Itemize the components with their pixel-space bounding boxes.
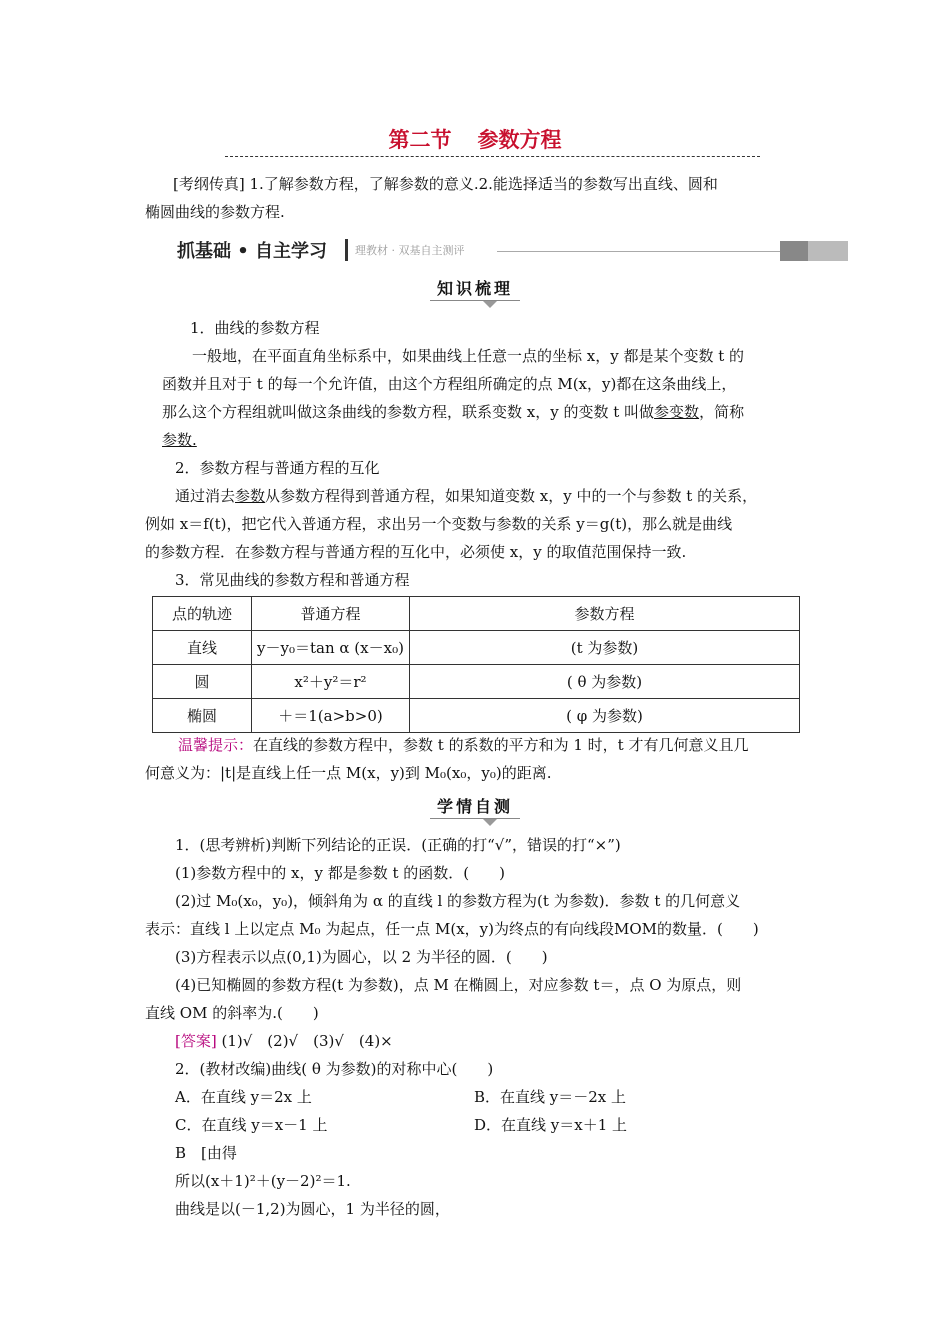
q1-item-4b: 直线 OM 的斜率为.( ) <box>145 1004 319 1022</box>
syllabus-line-1: [考纲传真] 1.了解参数方程，了解参数的意义.2.能选择适当的参数写出直线、圆和 <box>173 175 718 193</box>
banner-block-dark <box>780 241 808 261</box>
table-cell: ＋＝1(a>b>0) <box>252 699 410 733</box>
term-parameter: 参数. <box>162 431 197 449</box>
term-parameter-variable: 参变数 <box>654 403 700 421</box>
banner-block-light <box>808 241 848 261</box>
title-section-number: 第二节 <box>388 127 452 152</box>
tip-label: 温馨提示： <box>178 736 254 754</box>
table-cell: 圆 <box>153 665 252 699</box>
k3-heading: 3．常见曲线的参数方程和普通方程 <box>175 571 410 589</box>
syllabus-tag: [考纲传真] <box>173 175 245 193</box>
q1-item-4a: (4)已知椭圆的参数方程(t 为参数)，点 M 在椭圆上，对应参数 t＝，点 O 为原点，则 <box>175 976 742 994</box>
table-row <box>153 699 800 733</box>
self-test-heading-marker <box>483 819 497 826</box>
q2-option-c: C．在直线 y＝x－1 上 <box>175 1116 328 1134</box>
table-cell: y－y₀＝tan α (x－x₀) <box>252 631 410 665</box>
q2-option-a: A．在直线 y＝2x 上 <box>175 1088 312 1106</box>
curves-table <box>152 596 800 733</box>
q1-answer: [答案] (1)√ (2)√ (3)√ (4)× <box>175 1032 393 1050</box>
title-divider <box>225 156 760 157</box>
k1-line-2: 函数并且对于 t 的每一个允许值，由这个方程组所确定的点 M(x，y)都在这条曲线上， <box>162 375 737 393</box>
table-header-cell: 普通方程 <box>252 597 410 631</box>
q2-solution-1: B [由得 <box>175 1144 237 1162</box>
table-cell: 椭圆 <box>153 699 252 733</box>
page-title <box>0 124 950 154</box>
q2-option-d: D．在直线 y＝x＋1 上 <box>474 1116 628 1134</box>
table-cell: ( φ 为参数) <box>410 699 800 733</box>
q2-option-b: B．在直线 y＝－2x 上 <box>474 1088 627 1106</box>
q1-item-2b: 表示：直线 l 上以定点 M₀ 为起点，任一点 M(x，y)为终点的有向线段MOM的数量．( ) <box>145 920 759 938</box>
table-cell: 直线 <box>153 631 252 665</box>
k2-line-3: 的参数方程．在参数方程与普通方程的互化中，必须使 x，y 的取值范围保持一致. <box>145 543 687 561</box>
table-header-cell: 参数方程 <box>410 597 800 631</box>
q1-item-2a: (2)过 M₀(x₀，y₀)，倾斜角为 α 的直线 l 的参数方程为(t 为参数)．参数 t 的几何意义 <box>175 892 741 910</box>
q1-item-1: (1)参数方程中的 x，y 都是参数 t 的函数．( ) <box>175 864 505 882</box>
table-header-cell: 点的轨迹 <box>153 597 252 631</box>
table-row <box>153 665 800 699</box>
table-row <box>153 631 800 665</box>
k1-heading: 1．曲线的参数方程 <box>190 319 320 337</box>
k1-line-3: 那么这个方程组就叫做这条曲线的参数方程，联系变数 x，y 的变数 t 叫做参变数，简称 <box>162 403 745 421</box>
syllabus-line-2: 椭圆曲线的参数方程. <box>145 203 285 221</box>
banner-rule <box>497 251 827 252</box>
self-test-heading-rule <box>430 818 520 819</box>
q2-stem: 2．(教材改编)曲线( θ 为参数)的对称中心( ) <box>175 1060 494 1078</box>
section-banner <box>177 237 847 265</box>
q2-solution-3: 曲线是以(－1,2)为圆心，1 为半径的圆， <box>175 1200 450 1218</box>
term-parameter-2: 参数 <box>235 487 266 505</box>
q1-stem: 1．(思考辨析)判断下列结论的正误．(正确的打“√”，错误的打“×”) <box>175 836 621 854</box>
table-cell: ( θ 为参数) <box>410 665 800 699</box>
knowledge-heading: 知识梳理 <box>436 279 513 298</box>
banner-separator <box>345 239 348 261</box>
self-test-heading: 学情自测 <box>436 797 513 816</box>
k1-line-1: 一般地，在平面直角坐标系中，如果曲线上任意一点的坐标 x，y 都是某个变数 t 的 <box>192 347 745 365</box>
knowledge-heading-marker <box>483 301 497 308</box>
title-topic: 参数方程 <box>477 127 562 152</box>
table-cell: x²＋y²＝r² <box>252 665 410 699</box>
table-header-row <box>153 597 800 631</box>
banner-subtitle: 理教材 · 双基自主测评 <box>355 244 465 257</box>
k2-line-2: 例如 x＝f(t)，把它代入普通方程，求出另一个变数与参数的关系 y＝g(t)，那么就是曲线 <box>145 515 733 533</box>
k2-heading: 2．参数方程与普通方程的互化 <box>175 459 380 477</box>
table-cell: (t 为参数) <box>410 631 800 665</box>
knowledge-heading-rule <box>430 300 520 301</box>
tip-line-2: 何意义为：|t|是直线上任一点 M(x，y)到 M₀(x₀，y₀)的距离. <box>145 764 552 782</box>
q2-solution-2: 所以(x＋1)²＋(y－2)²＝1. <box>175 1172 351 1190</box>
banner-title: 抓基础 • 自主学习 <box>177 241 328 262</box>
k2-line-1: 通过消去参数从参数方程得到普通方程，如果知道变数 x，y 中的一个与参数 t 的关系， <box>175 487 758 505</box>
tip-line-1: 温馨提示：在直线的参数方程中，参数 t 的系数的平方和为 1 时，t 才有几何意义且几 <box>178 736 749 754</box>
q1-item-3: (3)方程表示以点(0,1)为圆心，以 2 为半径的圆．( ) <box>175 948 548 966</box>
answer-tag: [答案] <box>175 1032 217 1050</box>
